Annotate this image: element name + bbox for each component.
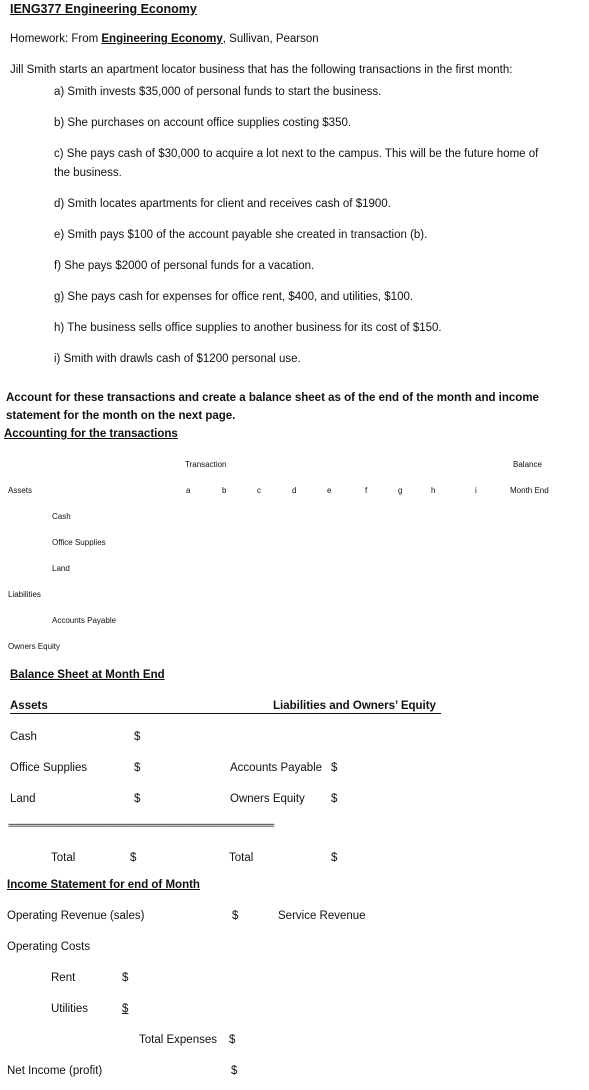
- bs-total-liab-label: Total: [229, 852, 254, 864]
- bs-cash-dollar: $: [134, 731, 141, 743]
- month-end-header: Month End: [510, 486, 549, 495]
- course-title: IENG377 Engineering Economy: [10, 2, 197, 16]
- col-b: b: [222, 486, 227, 495]
- bs-assets-heading: Assets: [10, 700, 48, 712]
- bs-owners-equity-label: Owners Equity: [230, 793, 305, 805]
- accounting-heading: Accounting for the transactions: [4, 428, 178, 440]
- bs-separator: ==================================================================: [8, 821, 274, 831]
- bs-total-assets-dollar: $: [130, 852, 137, 864]
- table-cash: Cash: [52, 512, 71, 521]
- bs-liab-heading: Liabilities and Owners’ Equity: [273, 700, 436, 712]
- transaction-f: f) She pays $2000 of personal funds for a vacation.: [54, 260, 315, 272]
- bs-total-liab-dollar: $: [331, 852, 338, 864]
- is-total-expenses-label: Total Expenses: [139, 1034, 217, 1046]
- instruction-line-2: statement for the month on the next page.: [6, 410, 236, 422]
- bs-office-supplies-label: Office Supplies: [10, 762, 88, 774]
- bs-cash-label: Cash: [10, 731, 37, 743]
- is-rent-dollar: $: [122, 972, 129, 984]
- is-utilities-label: Utilities: [51, 1003, 89, 1015]
- table-accounts-payable: Accounts Payable: [52, 616, 117, 625]
- bs-land-dollar: $: [134, 793, 141, 805]
- homework-suffix: , Sullivan, Pearson: [222, 33, 319, 45]
- instruction-line-1: Account for these transactions and create a balance sheet as of the end of the month and income: [6, 392, 539, 404]
- col-h: h: [431, 486, 436, 495]
- transaction-e: e) Smith pays $100 of the account payable she created in transaction (b).: [54, 229, 428, 241]
- transaction-b: b) She purchases on account office supplies costing $350.: [54, 117, 352, 129]
- homework-line: [10, 33, 319, 45]
- col-f: f: [365, 486, 368, 495]
- table-assets-label: Assets: [8, 486, 33, 495]
- table-liabilities-label: Liabilities: [8, 590, 41, 599]
- homework-prefix: Homework: From: [10, 33, 102, 45]
- bs-owners-equity-dollar: $: [331, 793, 338, 805]
- table-office-supplies: Office Supplies: [52, 538, 106, 547]
- is-operating-revenue-label: Operating Revenue (sales): [7, 910, 145, 922]
- transaction-h: h) The business sells office supplies to another business for its cost of $150.: [54, 322, 442, 334]
- bs-total-assets-label: Total: [51, 852, 76, 864]
- transaction-i: i) Smith with drawls cash of $1200 personal use.: [54, 353, 301, 365]
- table-owners-equity: Owners Equity: [8, 642, 61, 651]
- intro-text: Jill Smith starts an apartment locator business that has the following transactions in the first month:: [10, 64, 513, 76]
- income-statement-heading: Income Statement for end of Month: [7, 879, 200, 891]
- table-land: Land: [52, 564, 70, 573]
- is-net-income-label: Net Income (profit): [7, 1065, 103, 1077]
- bs-accounts-payable-label: Accounts Payable: [230, 762, 323, 774]
- is-utilities-dollar: $: [122, 1003, 129, 1015]
- bs-accounts-payable-dollar: $: [331, 762, 338, 774]
- is-rent-label: Rent: [51, 972, 76, 984]
- transaction-c: c) She pays cash of $30,000 to acquire a lot next to the campus. This will be the future home of: [54, 148, 539, 160]
- bs-land-label: Land: [10, 793, 36, 805]
- is-operating-revenue-dollar: $: [232, 910, 239, 922]
- col-c: c: [257, 486, 261, 495]
- col-a: a: [186, 486, 191, 495]
- balance-header: Balance: [513, 460, 542, 469]
- transaction-a: a) Smith invests $35,000 of personal funds to start the business.: [54, 86, 382, 98]
- is-operating-costs-label: Operating Costs: [7, 941, 91, 953]
- balance-sheet-heading: Balance Sheet at Month End: [10, 669, 165, 681]
- col-d: d: [292, 486, 297, 495]
- is-net-income-dollar: $: [231, 1065, 238, 1077]
- bs-heading-underline: [10, 713, 441, 714]
- transaction-header: Transaction: [185, 460, 227, 469]
- bs-office-supplies-dollar: $: [134, 762, 141, 774]
- homework-book: Engineering Economy: [101, 33, 223, 45]
- col-e: e: [327, 486, 332, 495]
- transaction-g: g) She pays cash for expenses for office rent, $400, and utilities, $100.: [54, 291, 414, 303]
- is-service-revenue-label: Service Revenue: [278, 910, 366, 922]
- col-g: g: [398, 486, 403, 495]
- col-i: i: [475, 486, 477, 495]
- is-total-expenses-dollar: $: [229, 1034, 236, 1046]
- transaction-d: d) Smith locates apartments for client and receives cash of $1900.: [54, 198, 391, 210]
- transaction-c-cont: the business.: [54, 167, 122, 179]
